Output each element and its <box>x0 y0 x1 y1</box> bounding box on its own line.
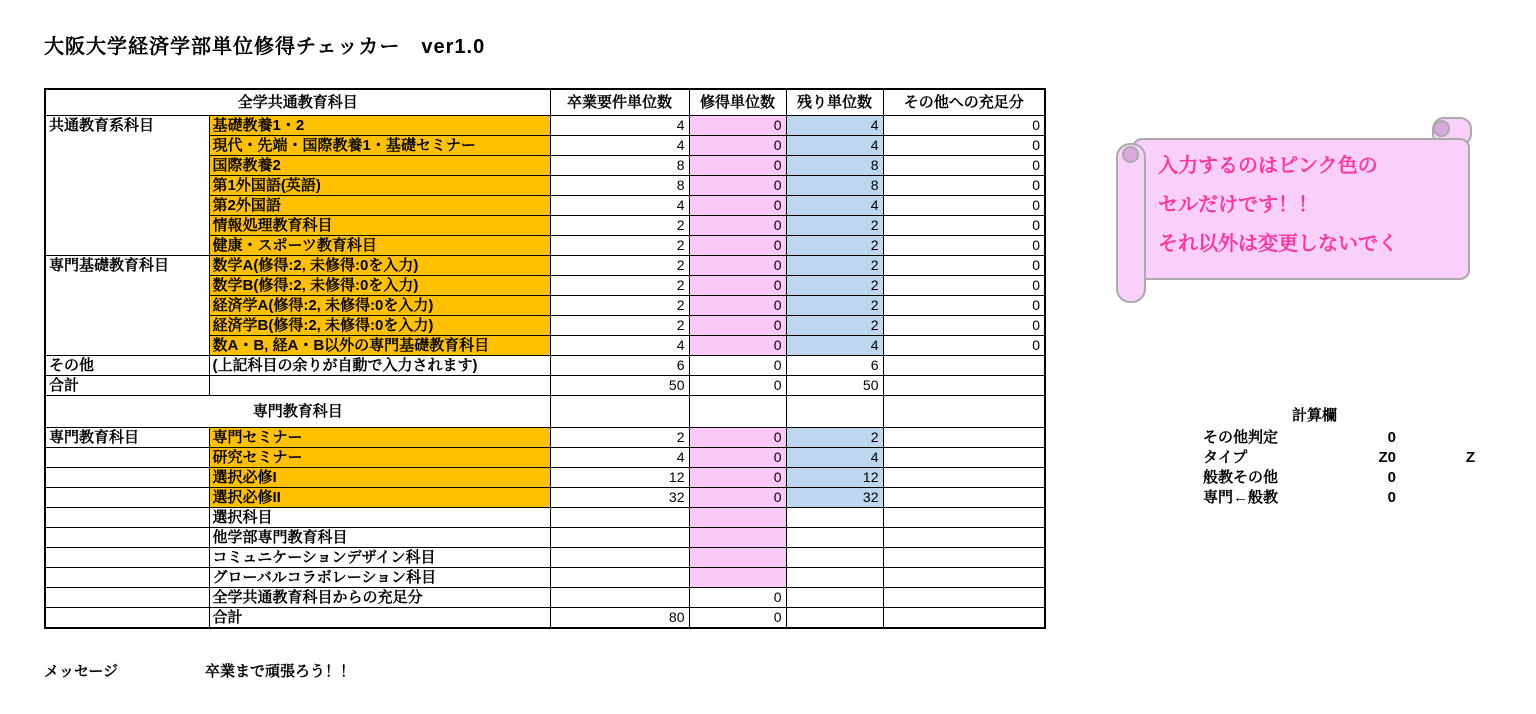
category-cell <box>45 588 209 608</box>
table-row <box>45 548 1045 568</box>
required-cell <box>550 568 689 588</box>
subject-cell: 情報処理教育科目 <box>209 216 550 236</box>
table-row <box>45 488 1045 508</box>
required-cell <box>550 548 689 568</box>
remaining-cell <box>786 508 883 528</box>
earned-input-cell[interactable]: 0 <box>689 256 786 276</box>
surplus-cell: 0 <box>883 336 1045 356</box>
calc-value: 0 <box>1387 469 1396 486</box>
required-cell: 2 <box>550 236 689 256</box>
remaining-cell: 8 <box>786 176 883 196</box>
page-title: 大阪大学経済学部単位修得チェッカー ver1.0 <box>44 36 486 58</box>
required-cell <box>550 508 689 528</box>
earned-input-cell[interactable]: 0 <box>689 468 786 488</box>
calc-label: 般教その他 <box>1203 469 1279 486</box>
remaining-cell: 6 <box>786 356 883 376</box>
calc-extra-value <box>1396 488 1475 508</box>
category-cell <box>45 468 209 488</box>
subject-cell: 選択必修II <box>209 488 550 508</box>
remaining-cell <box>786 608 883 629</box>
earned-cell: 0 <box>689 588 786 608</box>
banner-note-line: セルだけです！！ <box>1158 194 1318 216</box>
calc-extra-value <box>1396 468 1475 488</box>
category-cell <box>45 608 209 629</box>
calc-label: 専門←般教 <box>1203 489 1279 506</box>
category-cell: 専門基礎教育科目 <box>45 256 209 356</box>
surplus-cell <box>883 468 1045 488</box>
earned-input-cell[interactable]: 0 <box>689 316 786 336</box>
banner-note-line: 入力するのはピンク色の <box>1158 155 1378 177</box>
remaining-cell: 32 <box>786 488 883 508</box>
earned-total-cell: 0 <box>689 376 786 396</box>
surplus-cell <box>883 588 1045 608</box>
required-cell <box>550 528 689 548</box>
table-row <box>45 608 1045 629</box>
surplus-cell <box>883 548 1045 568</box>
message-row <box>44 660 355 681</box>
empty-cell <box>550 396 689 428</box>
earned-total-cell: 0 <box>689 608 786 629</box>
required-cell: 4 <box>550 196 689 216</box>
category-cell <box>45 448 209 468</box>
required-cell: 4 <box>550 116 689 136</box>
remaining-cell: 4 <box>786 136 883 156</box>
category-cell <box>45 528 209 548</box>
earned-input-cell[interactable]: 0 <box>689 428 786 448</box>
calc-value: 0 <box>1387 489 1396 506</box>
remaining-cell: 12 <box>786 468 883 488</box>
surplus-cell: 0 <box>883 116 1045 136</box>
surplus-cell: 0 <box>883 156 1045 176</box>
remaining-cell: 4 <box>786 336 883 356</box>
banner-left-roll-shape <box>1116 143 1146 303</box>
col-header-common-subjects: 全学共通教育科目 <box>45 89 550 116</box>
message-text: 卒業まで頑張ろう！！ <box>205 663 356 680</box>
surplus-cell: 0 <box>883 136 1045 156</box>
calc-extra-value <box>1396 428 1475 448</box>
subject-cell: 専門セミナー <box>209 428 550 448</box>
remaining-cell <box>786 548 883 568</box>
surplus-cell <box>883 356 1045 376</box>
calc-label: その他判定 <box>1203 429 1279 446</box>
surplus-cell: 0 <box>883 276 1045 296</box>
category-cell: 専門教育科目 <box>45 428 209 448</box>
table-row <box>45 568 1045 588</box>
banner-note-text <box>1158 147 1398 264</box>
surplus-cell: 0 <box>883 236 1045 256</box>
subject-cell: 選択科目 <box>209 508 550 528</box>
required-cell: 6 <box>550 356 689 376</box>
required-cell <box>550 588 689 608</box>
surplus-cell: 0 <box>883 296 1045 316</box>
required-cell: 2 <box>550 428 689 448</box>
subject-cell: 数学B(修得:2, 未修得:0を入力) <box>209 276 550 296</box>
earned-input-cell[interactable]: 0 <box>689 196 786 216</box>
calc-value: Z0 <box>1378 449 1396 466</box>
required-cell: 8 <box>550 156 689 176</box>
subject-cell: 経済学B(修得:2, 未修得:0を入力) <box>209 316 550 336</box>
category-cell: 共通教育系科目 <box>45 116 209 256</box>
table-row <box>45 89 1045 116</box>
table-row <box>45 356 1045 376</box>
remaining-cell: 2 <box>786 428 883 448</box>
surplus-cell: 0 <box>883 176 1045 196</box>
col-header-earned-credits: 修得単位数 <box>689 89 786 116</box>
earned-input-cell[interactable]: 0 <box>689 176 786 196</box>
subject-cell: 研究セミナー <box>209 448 550 468</box>
required-total-cell: 50 <box>550 376 689 396</box>
table-row <box>45 508 1045 528</box>
remaining-cell <box>786 588 883 608</box>
col-header-required-credits: 卒業要件単位数 <box>550 89 689 116</box>
remaining-cell: 8 <box>786 156 883 176</box>
surplus-cell <box>883 528 1045 548</box>
credit-table-body <box>45 89 1045 628</box>
subject-cell: グローバルコラボレーション科目 <box>209 568 550 588</box>
remaining-cell: 4 <box>786 116 883 136</box>
earned-input-cell[interactable]: 0 <box>689 296 786 316</box>
remaining-cell <box>786 568 883 588</box>
remaining-cell <box>786 528 883 548</box>
required-cell: 4 <box>550 336 689 356</box>
remaining-cell: 2 <box>786 256 883 276</box>
table-row <box>45 468 1045 488</box>
subject-cell: 健康・スポーツ教育科目 <box>209 236 550 256</box>
category-cell: その他 <box>45 356 209 376</box>
category-cell <box>45 488 209 508</box>
remaining-cell: 2 <box>786 236 883 256</box>
required-cell: 32 <box>550 488 689 508</box>
subject-cell: 経済学A(修得:2, 未修得:0を入力) <box>209 296 550 316</box>
surplus-cell <box>883 608 1045 629</box>
subject-cell: コミュニケーションデザイン科目 <box>209 548 550 568</box>
empty-cell <box>786 396 883 428</box>
required-cell: 4 <box>550 136 689 156</box>
required-cell: 2 <box>550 296 689 316</box>
surplus-cell <box>883 448 1045 468</box>
table-row <box>45 588 1045 608</box>
subject-cell: 数学A(修得:2, 未修得:0を入力) <box>209 256 550 276</box>
surplus-cell <box>883 376 1045 396</box>
surplus-cell <box>883 568 1045 588</box>
surplus-cell <box>883 508 1045 528</box>
surplus-cell: 0 <box>883 256 1045 276</box>
earned-input-cell[interactable]: 0 <box>689 216 786 236</box>
earned-input-cell[interactable]: 0 <box>689 236 786 256</box>
remaining-total-cell: 50 <box>786 376 883 396</box>
subject-cell: 国際教養2 <box>209 156 550 176</box>
table-row <box>45 528 1045 548</box>
surplus-cell: 0 <box>883 196 1045 216</box>
remaining-cell: 4 <box>786 448 883 468</box>
subject-cell: 第2外国語 <box>209 196 550 216</box>
earned-input-cell[interactable]: 0 <box>689 276 786 296</box>
empty-cell <box>689 396 786 428</box>
remaining-cell: 2 <box>786 296 883 316</box>
surplus-cell: 0 <box>883 216 1045 236</box>
banner-left-roll-cap <box>1122 146 1139 163</box>
remaining-cell: 2 <box>786 216 883 236</box>
remaining-cell: 2 <box>786 276 883 296</box>
calc-panel <box>1203 428 1475 508</box>
earned-input-cell[interactable] <box>689 528 786 548</box>
earned-cell: 0 <box>689 356 786 376</box>
subject-cell: 選択必修I <box>209 468 550 488</box>
subject-cell: 現代・先端・国際教養1・基礎セミナー <box>209 136 550 156</box>
required-cell: 2 <box>550 276 689 296</box>
remaining-cell: 4 <box>786 196 883 216</box>
subject-cell: 全学共通教育科目からの充足分 <box>209 588 550 608</box>
category-cell <box>45 568 209 588</box>
table-row <box>45 428 1045 448</box>
earned-input-cell[interactable]: 0 <box>689 448 786 468</box>
col-header-surplus-to-other: その他への充足分 <box>883 89 1045 116</box>
calc-label: タイプ <box>1203 449 1248 466</box>
category-cell <box>45 548 209 568</box>
subject-cell: 他学部専門教育科目 <box>209 528 550 548</box>
required-cell: 2 <box>550 216 689 236</box>
calc-value: 0 <box>1387 429 1396 446</box>
table-row <box>45 376 1045 396</box>
earned-input-cell[interactable] <box>689 508 786 528</box>
required-cell: 8 <box>550 176 689 196</box>
banner-note-line: それ以外は変更しないでく <box>1158 233 1398 255</box>
required-total-cell: 80 <box>550 608 689 629</box>
category-cell <box>45 508 209 528</box>
section-header-specialized: 専門教育科目 <box>45 396 550 428</box>
surplus-cell: 0 <box>883 316 1045 336</box>
subject-cell: 数A・B, 経A・B以外の専門基礎教育科目 <box>209 336 550 356</box>
required-cell: 2 <box>550 316 689 336</box>
earned-input-cell[interactable] <box>689 548 786 568</box>
earned-input-cell[interactable]: 0 <box>689 156 786 176</box>
message-label: メッセージ <box>44 663 119 680</box>
required-cell: 4 <box>550 448 689 468</box>
calc-panel-title: 計算欄 <box>1292 407 1338 424</box>
empty-cell <box>883 396 1045 428</box>
earned-input-cell[interactable]: 0 <box>689 116 786 136</box>
required-cell: 12 <box>550 468 689 488</box>
calc-row <box>1203 488 1475 508</box>
earned-input-cell[interactable] <box>689 568 786 588</box>
surplus-cell <box>883 428 1045 448</box>
table-row <box>45 396 1045 428</box>
surplus-cell <box>883 488 1045 508</box>
remaining-cell: 2 <box>786 316 883 336</box>
col-header-remaining-credits: 残り単位数 <box>786 89 883 116</box>
subject-cell: 基礎教養1・2 <box>209 116 550 136</box>
subject-cell <box>209 376 550 396</box>
calc-extra-value: Z <box>1465 449 1475 466</box>
earned-input-cell[interactable]: 0 <box>689 336 786 356</box>
required-cell: 2 <box>550 256 689 276</box>
credit-table <box>44 88 1046 629</box>
table-row <box>45 256 1045 276</box>
calc-row <box>1203 428 1475 448</box>
subject-cell: (上記科目の余りが自動で入力されます) <box>209 356 550 376</box>
table-row <box>45 116 1045 136</box>
calc-row <box>1203 468 1475 488</box>
earned-input-cell[interactable]: 0 <box>689 136 786 156</box>
calc-row <box>1203 448 1475 468</box>
pink-note-banner <box>1116 117 1472 307</box>
subject-cell: 第1外国語(英語) <box>209 176 550 196</box>
banner-top-right-curl-cap <box>1433 120 1450 137</box>
earned-input-cell[interactable]: 0 <box>689 488 786 508</box>
table-row <box>45 448 1045 468</box>
total-label-cell: 合計 <box>45 376 209 396</box>
total-label-cell: 合計 <box>209 608 550 629</box>
